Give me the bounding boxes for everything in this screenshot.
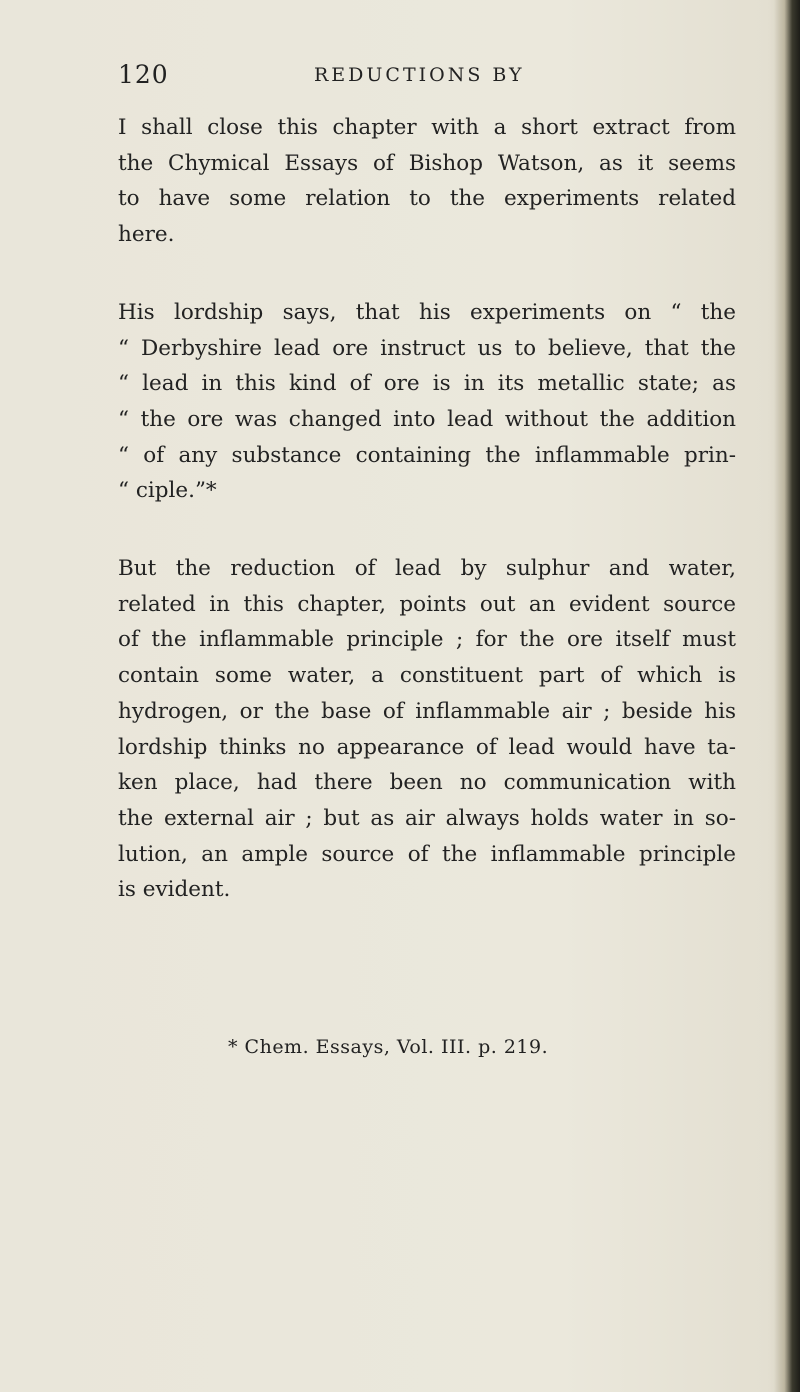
text-line: is evident.: [118, 877, 231, 903]
body-text: [118, 110, 736, 908]
text-line: to have some relation to the experiments related: [118, 186, 736, 212]
text-line: of the inflammable principle ; for the ore itself must: [118, 627, 736, 653]
text-line: related in this chapter, points out an evident source: [118, 591, 736, 617]
text-line: I shall close this chapter with a short extract from: [118, 115, 736, 140]
text-line: contain some water, a constituent part of which is: [118, 663, 736, 689]
footnote: * Chem. Essays, Vol. III. p. 219.: [228, 1036, 549, 1058]
page-edge-shadow: [774, 0, 800, 1392]
paragraph-spacer: [118, 509, 736, 551]
page-header: [118, 60, 706, 96]
text-line: “ ciple.”*: [118, 478, 217, 504]
text-line: hydrogen, or the base of inflammable air ; beside his: [118, 698, 736, 724]
text-line: lution, an ample source of the inflammable principle: [118, 841, 736, 867]
paragraph-1: [118, 110, 736, 253]
text-line: the external air ; but as air always holds water in so-: [118, 805, 736, 831]
text-line: “ lead in this kind of ore is in its metallic state; as: [118, 371, 736, 397]
text-line: But the reduction of lead by sulphur and water,: [118, 556, 736, 582]
paragraph-3: [118, 551, 736, 908]
text-line: here.: [118, 222, 175, 248]
text-line: His lordship says, that his experiments on “ the: [118, 299, 736, 325]
text-line: lordship thinks no appearance of lead would have ta-: [118, 734, 736, 760]
running-head: REDUCTIONS BY: [314, 64, 525, 86]
text-line: “ Derbyshire lead ore instruct us to believe, that the: [118, 335, 736, 361]
text-line: “ the ore was changed into lead without the addition: [118, 406, 736, 432]
page-number: 120: [118, 60, 169, 89]
paragraph-spacer: [118, 253, 736, 295]
paragraph-2: [118, 295, 736, 509]
text-line: ken place, had there been no communication with: [118, 770, 736, 796]
text-line: the Chymical Essays of Bishop Watson, as it seems: [118, 150, 736, 176]
text-line: “ of any substance containing the inflammable prin-: [118, 442, 736, 468]
